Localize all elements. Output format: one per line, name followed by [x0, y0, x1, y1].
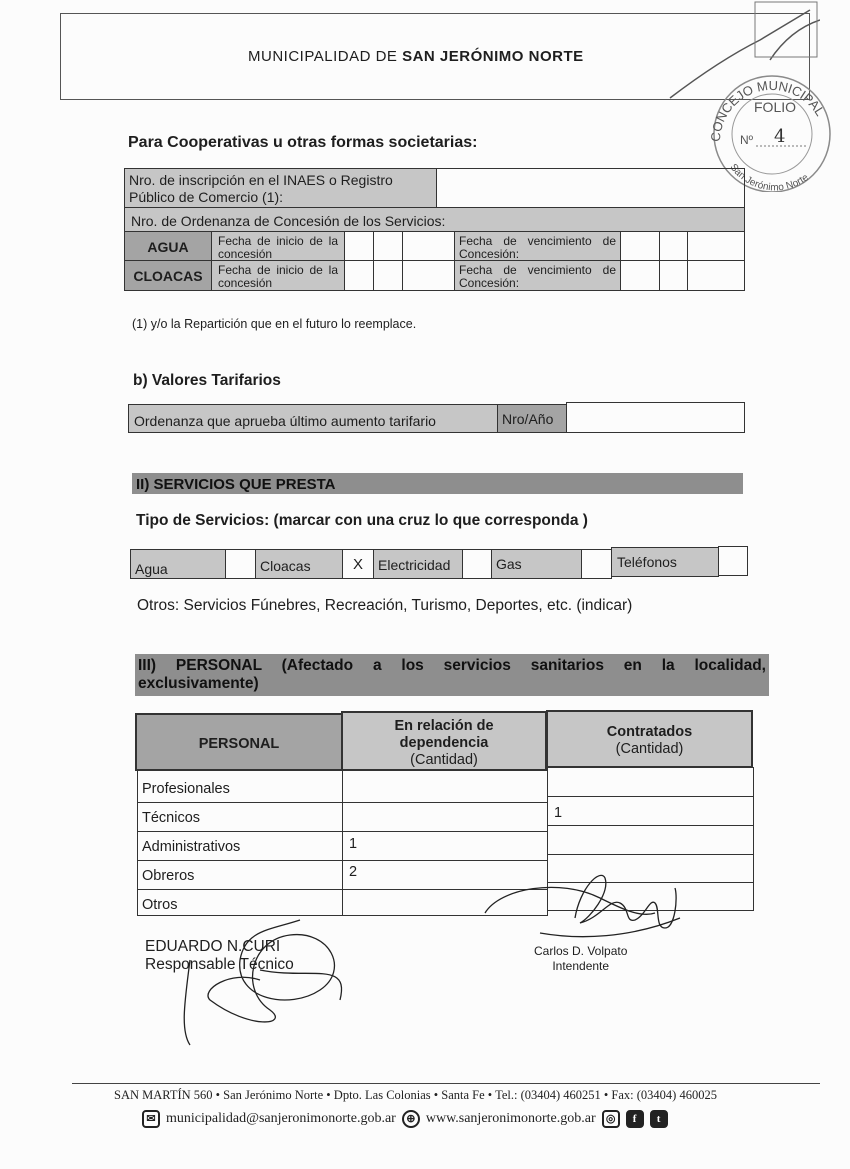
servicio-telefonos-check[interactable]	[718, 546, 748, 576]
folio-label: FOLIO	[754, 99, 797, 115]
inaes-value	[436, 168, 745, 208]
servicio-gas-check[interactable]	[581, 549, 612, 579]
servicio-cloacas-check[interactable]: X	[342, 549, 374, 579]
personal-row-label: Técnicos	[137, 802, 343, 832]
agua-end-label: Fecha de vencimiento de Concesión:	[454, 231, 621, 261]
servicio-electricidad-check[interactable]	[462, 549, 492, 579]
cloacas-end-month	[659, 260, 688, 291]
cloacas-start-label: Fecha de inicio de la concesión	[211, 260, 345, 291]
right-signer-role: Intendente	[552, 959, 610, 973]
servicio-gas-label: Gas	[491, 549, 582, 579]
cloacas-service-label: CLOACAS	[124, 260, 212, 291]
cloacas-start-day	[344, 260, 374, 291]
col2-header-line2: dependencia	[399, 735, 489, 751]
footer-address: SAN MARTÍN 560 • San Jerónimo Norte • Dpto. Las Colonias • Santa Fe • Tel.: (03404) 460251 • Fax: (03404) 460025	[114, 1088, 717, 1102]
valores-title: b) Valores Tarifarios	[133, 372, 281, 389]
agua-service-label: AGUA	[124, 231, 212, 261]
col3-header-line1: Contratados	[606, 724, 693, 740]
col2-header-line1: En relación de	[394, 718, 494, 734]
envelope-icon: ✉	[142, 1110, 160, 1128]
personal-row-label: Administrativos	[137, 831, 343, 861]
agua-end-year	[687, 231, 745, 261]
personal-row-label: Profesionales	[137, 770, 343, 803]
servicio-telefonos-label: Teléfonos	[611, 547, 719, 577]
seal-bottom-text: San Jerónimo Norte	[727, 161, 811, 192]
cloacas-start-month	[373, 260, 403, 291]
servicio-electricidad-label: Electricidad	[373, 549, 463, 579]
right-signer-name: Carlos D. Volpato	[534, 944, 628, 958]
left-signer-name: EDUARDO N.CURI	[145, 938, 281, 955]
twitter-icon[interactable]: t	[650, 1110, 668, 1128]
personal-col1-header: PERSONAL	[135, 713, 343, 771]
cloacas-end-day	[620, 260, 660, 291]
right-signature-block	[534, 944, 627, 974]
municipality-prefix: MUNICIPALIDAD DE	[248, 48, 398, 65]
personal-row-label: Otros	[137, 889, 343, 916]
agua-end-month	[659, 231, 688, 261]
agua-start-label: Fecha de inicio de la concesión	[211, 231, 345, 261]
footnote: (1) y/o la Repartición que en el futuro lo reemplace.	[132, 317, 417, 331]
footer-email[interactable]: municipalidad@sanjeronimonorte.gob.ar	[166, 1111, 396, 1126]
personal-row-contratados[interactable]	[547, 767, 754, 797]
servicio-cloacas-label: Cloacas	[255, 549, 343, 579]
agua-end-day	[620, 231, 660, 261]
folio-number: 4	[774, 126, 786, 147]
right-signature-scribble	[480, 858, 690, 948]
left-signer-role: Responsable Técnico	[145, 956, 294, 973]
seal-top-text: CONCEJO MUNICIPAL	[707, 77, 828, 143]
servicio-agua-label: Agua	[130, 549, 226, 579]
personal-row-label: Obreros	[137, 860, 343, 890]
municipality-title	[248, 48, 584, 65]
col3-header-line2: (Cantidad)	[615, 741, 684, 757]
servicios-subtitle: Tipo de Servicios: (marcar con una cruz lo que corresponda )	[136, 512, 588, 529]
footer-divider	[72, 1083, 820, 1084]
personal-row-dependencia[interactable]: 2	[342, 860, 548, 890]
cloacas-end-label: Fecha de vencimiento de Concesión:	[454, 260, 621, 291]
col2-header-line3: (Cantidad)	[410, 752, 478, 768]
personal-col2-header	[341, 711, 547, 771]
nro-anio-label: Nro/Año	[497, 404, 567, 433]
agua-start-year	[402, 231, 455, 261]
personal-row-dependencia[interactable]: 1	[342, 831, 548, 861]
personal-row-dependencia[interactable]	[342, 802, 548, 832]
cloacas-end-year	[687, 260, 745, 291]
personal-row-contratados[interactable]: 1	[547, 796, 754, 826]
personal-col3-header	[546, 710, 753, 768]
nro-anio-value	[566, 402, 745, 433]
ordenanza-tarifa-label: Ordenanza que aprueba último aumento tarifario	[128, 404, 498, 433]
personal-banner-line2: exclusivamente)	[138, 675, 259, 692]
servicios-banner: II) SERVICIOS QUE PRESTA	[132, 473, 743, 494]
ordenanza-concesion-label: Nro. de Ordenanza de Concesión de los Servicios:	[124, 207, 745, 232]
otros-servicios-text: Otros: Servicios Fúnebres, Recreación, Turismo, Deportes, etc. (indicar)	[137, 597, 633, 614]
footer-web[interactable]: www.sanjeronimonorte.gob.ar	[425, 1111, 596, 1126]
agua-start-day	[344, 231, 374, 261]
personal-banner	[135, 654, 769, 696]
personal-row-contratados[interactable]	[547, 825, 754, 855]
cooperativas-title: Para Cooperativas u otras formas societarias:	[128, 134, 478, 151]
servicio-agua-check[interactable]	[225, 549, 256, 579]
footer-contacts	[142, 1110, 668, 1128]
inaes-label: Nro. de inscripción en el INAES o Registro Público de Comercio (1):	[124, 168, 437, 208]
personal-row-dependencia[interactable]	[342, 770, 548, 803]
folio-no-label: Nº	[740, 133, 754, 147]
facebook-icon[interactable]: f	[626, 1110, 644, 1128]
agua-start-month	[373, 231, 403, 261]
left-signature-scribble	[150, 900, 370, 1060]
municipality-name: SAN JERÓNIMO NORTE	[402, 48, 584, 65]
instagram-icon[interactable]: ◎	[602, 1110, 620, 1128]
personal-banner-line1: III) PERSONAL (Afectado a los servicios sanitarios en la localidad,	[138, 657, 766, 674]
globe-icon: ⊕	[402, 1110, 420, 1128]
cloacas-start-year	[402, 260, 455, 291]
